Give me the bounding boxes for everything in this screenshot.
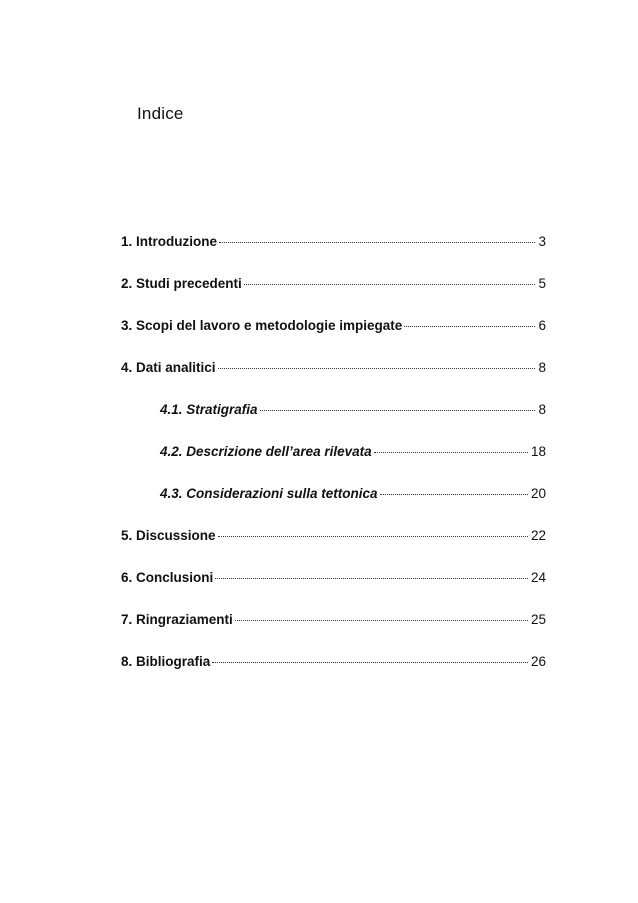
toc-entry-stratigrafia[interactable]	[160, 400, 546, 420]
toc-dot-leader	[215, 578, 528, 579]
toc-entry-introduzione[interactable]	[121, 232, 546, 252]
toc-page-number: 5	[538, 276, 546, 291]
toc-entry-label: 4.2. Descrizione dell’area rilevata	[160, 444, 372, 459]
toc-page-number: 20	[530, 486, 546, 501]
toc-entry-dati-analitici[interactable]	[121, 358, 546, 378]
toc-entry-discussione[interactable]	[121, 526, 546, 546]
toc-dot-leader	[218, 536, 528, 537]
toc-entry-ringraziamenti[interactable]	[121, 610, 546, 630]
toc-page-number: 3	[538, 234, 546, 249]
toc-dot-leader	[374, 452, 528, 453]
toc-page-number: 18	[530, 444, 546, 459]
toc-entry-label: 7. Ringraziamenti	[121, 612, 233, 627]
toc-entry-label: 1. Introduzione	[121, 234, 217, 249]
toc-entry-label: 4.3. Considerazioni sulla tettonica	[160, 486, 378, 501]
toc-page-number: 8	[538, 360, 546, 375]
toc-dot-leader	[219, 242, 535, 243]
toc-entry-studi-precedenti[interactable]	[121, 274, 546, 294]
toc-page-number: 6	[538, 318, 546, 333]
toc-entry-label: 4.1. Stratigrafia	[160, 402, 258, 417]
toc-entry-conclusioni[interactable]	[121, 568, 546, 588]
toc-entry-label: 5. Discussione	[121, 528, 216, 543]
toc-dot-leader	[218, 368, 535, 369]
toc-entry-descrizione-area[interactable]	[160, 442, 546, 462]
toc-entry-bibliografia[interactable]	[121, 652, 546, 672]
toc-entry-label: 3. Scopi del lavoro e metodologie impiegate	[121, 318, 403, 333]
toc-dot-leader	[235, 620, 528, 621]
toc-page-number: 8	[538, 402, 546, 417]
toc-page-number: 22	[530, 528, 546, 543]
toc-dot-leader	[244, 284, 535, 285]
toc-entry-label: 6. Conclusioni	[121, 570, 214, 585]
toc-entry-label: 4. Dati analitici	[121, 360, 216, 375]
toc-dot-leader	[380, 494, 528, 495]
toc-dot-leader	[212, 662, 528, 663]
toc-page-number: 26	[530, 654, 546, 669]
toc-entry-label: 2. Studi precedenti	[121, 276, 242, 291]
toc-page-number: 25	[530, 612, 546, 627]
toc-dot-leader	[404, 326, 535, 327]
toc-dot-leader	[260, 410, 535, 411]
toc-page-number: 24	[530, 570, 546, 585]
page-title: Indice	[137, 104, 184, 123]
toc-entry-scopi-del-lavoro[interactable]	[121, 316, 546, 336]
toc-entry-considerazioni-tettonica[interactable]	[160, 484, 546, 504]
toc-entry-label: 8. Bibliografia	[121, 654, 211, 669]
